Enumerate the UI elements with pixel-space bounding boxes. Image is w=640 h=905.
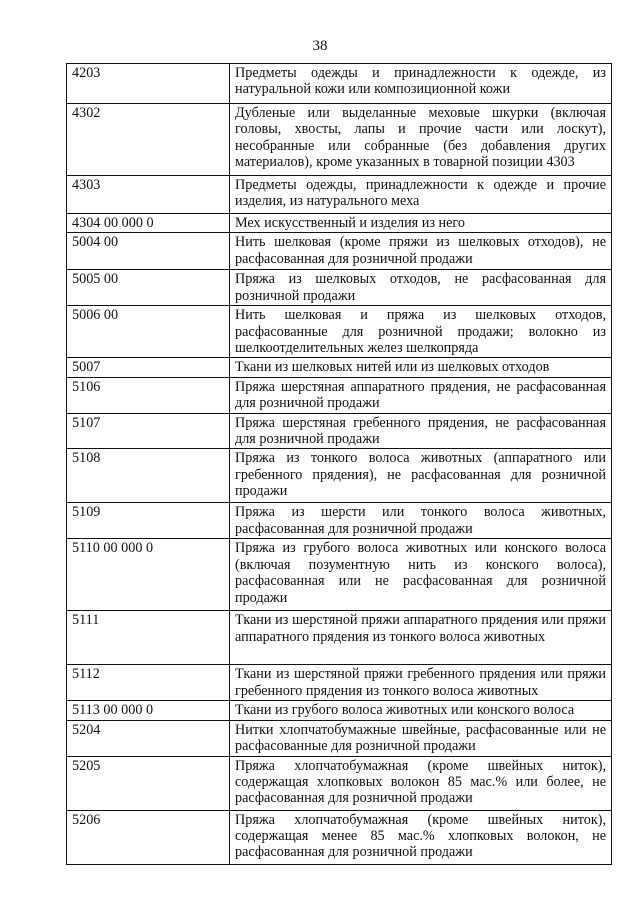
commodity-code: 5205 <box>67 756 230 810</box>
table-row <box>67 306 612 358</box>
table-row <box>67 176 612 214</box>
table-row <box>67 413 612 449</box>
commodity-description: Ткани из шерстяной пряжи аппаратного прядения или пряжи аппаратного прядения из тонкого волоса животных <box>230 611 612 665</box>
commodity-code: 5107 <box>67 413 230 449</box>
commodity-code: 4203 <box>67 64 230 104</box>
commodity-code: 5106 <box>67 377 230 413</box>
table-row <box>67 701 612 720</box>
table-row <box>67 756 612 810</box>
table-row <box>67 270 612 306</box>
commodity-code: 5004 00 <box>67 233 230 270</box>
commodity-code: 5204 <box>67 720 230 756</box>
commodity-description: Мех искусственный и изделия из него <box>230 214 612 233</box>
commodity-description: Пряжа из шерсти или тонкого волоса животных, расфасованная для розничной продажи <box>230 503 612 539</box>
table-row <box>67 665 612 701</box>
table-row <box>67 377 612 413</box>
commodity-code: 5113 00 000 0 <box>67 701 230 720</box>
commodity-description: Пряжа из тонкого волоса животных (аппаратного или гребенного прядения), не расфасованная для розничной продажи <box>230 449 612 503</box>
commodity-description: Ткани из шелковых нитей или из шелковых отходов <box>230 358 612 377</box>
commodity-description: Предметы одежды и принадлежности к одежде, из натуральной кожи или композиционной кожи <box>230 64 612 104</box>
commodity-code: 4304 00 000 0 <box>67 214 230 233</box>
commodity-description: Пряжа из шелковых отходов, не расфасованная для розничной продажи <box>230 270 612 306</box>
commodity-code-table <box>66 63 612 865</box>
table-row <box>67 810 612 864</box>
commodity-description: Предметы одежды, принадлежности к одежде и прочие изделия, из натурального меха <box>230 176 612 214</box>
table-row <box>67 503 612 539</box>
commodity-description: Пряжа хлопчатобумажная (кроме швейных ниток), содержащая менее 85 мас.% хлопковых волокон, не расфасованная для розничной продажи <box>230 810 612 864</box>
table-row <box>67 539 612 611</box>
commodity-description: Пряжа хлопчатобумажная (кроме швейных ниток), содержащая хлопковых волокон 85 мас.% или более, не расфасованная для розничной продажи <box>230 756 612 810</box>
commodity-description: Пряжа шерстяная гребенного прядения, не расфасованная для розничной продажи <box>230 413 612 449</box>
commodity-description: Ткани из грубого волоса животных или конского волоса <box>230 701 612 720</box>
commodity-code: 5109 <box>67 503 230 539</box>
page-number: 38 <box>312 38 328 54</box>
commodity-description: Пряжа шерстяная аппаратного прядения, не расфасованная для розничной продажи <box>230 377 612 413</box>
commodity-description: Нить шелковая и пряжа из шелковых отходов, расфасованные для розничной продажи; волокно из шелкоотделительных желез шелкопряда <box>230 306 612 358</box>
table-row <box>67 449 612 503</box>
table-row <box>67 104 612 176</box>
table-row <box>67 720 612 756</box>
commodity-description: Ткани из шерстяной пряжи гребенного прядения или пряжи гребенного прядения из тонкого волоса животных <box>230 665 612 701</box>
commodity-code: 5007 <box>67 358 230 377</box>
commodity-code: 4302 <box>67 104 230 176</box>
table-row <box>67 611 612 665</box>
commodity-code: 5206 <box>67 810 230 864</box>
commodity-code: 4303 <box>67 176 230 214</box>
commodity-description: Нить шелковая (кроме пряжи из шелковых отходов), не расфасованная для розничной продажи <box>230 233 612 270</box>
table-row <box>67 233 612 270</box>
commodity-code: 5112 <box>67 665 230 701</box>
commodity-code: 5110 00 000 0 <box>67 539 230 611</box>
table-row <box>67 358 612 377</box>
commodity-description: Нитки хлопчатобумажные швейные, расфасованные или не расфасованные для розничной продажи <box>230 720 612 756</box>
table-row <box>67 64 612 104</box>
commodity-code: 5108 <box>67 449 230 503</box>
table-row <box>67 214 612 233</box>
commodity-code: 5005 00 <box>67 270 230 306</box>
commodity-code: 5006 00 <box>67 306 230 358</box>
commodity-description: Дубленые или выделанные меховые шкурки (включая головы, хвосты, лапы и прочие части или лоскут), несобранные или собранные (без добавления других материалов), кроме указанных в товарной позиции 4303 <box>230 104 612 176</box>
commodity-code: 5111 <box>67 611 230 665</box>
commodity-description: Пряжа из грубого волоса животных или конского волоса (включая позументную нить из конского волоса), расфасованная или не расфасованная для розничной продажи <box>230 539 612 611</box>
